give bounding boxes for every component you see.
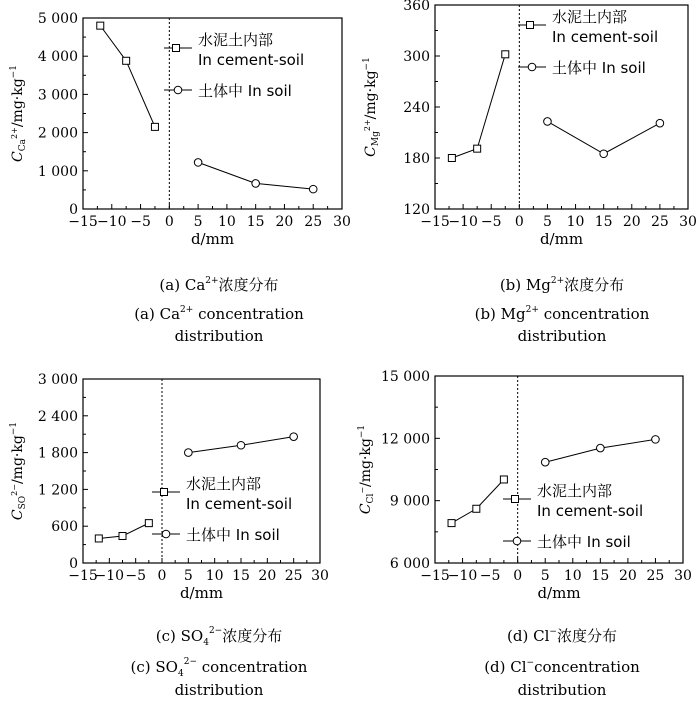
data-point-soil: [597, 444, 605, 452]
x-tick-label: 5: [193, 214, 203, 230]
legend: [503, 482, 643, 551]
y-tick-label: 2 400: [37, 408, 78, 425]
x-axis-label: d/mm: [537, 584, 581, 602]
caption-cn: (b) $Mg^{2+}$浓度分布: [499, 276, 625, 294]
legend-label-cement-cn: 水泥土内部: [186, 475, 262, 493]
x-tick-label: −5: [479, 568, 501, 584]
caption-cn: (a) $Ca^{2+}$浓度分布: [159, 276, 279, 294]
x-axis-label: d/mm: [190, 230, 235, 248]
data-point-cement-soil: [97, 22, 104, 29]
x-tick-label: 30: [679, 214, 697, 230]
data-point-soil: [237, 441, 245, 449]
y-axis-label: $C_{Mg}^{2+}/mg\cdot kg^{-1}$: [362, 57, 381, 157]
data-point-cement-soil: [151, 123, 158, 130]
caption-en: (b) $Mg^{2+}$ concentration: [474, 305, 650, 323]
legend-label-cement-en: In cement-soil: [537, 502, 644, 520]
x-tick-label: −10: [94, 568, 125, 584]
x-tick-label: −10: [97, 214, 127, 230]
x-tick-label: −10: [447, 568, 478, 584]
y-tick-label: 1 200: [37, 482, 78, 499]
chart-panel-2: [362, 0, 697, 345]
data-point-soil: [185, 449, 193, 457]
data-point-soil: [656, 119, 664, 127]
x-tick-label: 25: [650, 214, 669, 230]
data-point-soil: [194, 159, 202, 167]
legend-label-soil: 土体中 In soil: [537, 533, 631, 551]
caption-en: (c) $SO_4^{2-}$ concentration: [130, 657, 308, 679]
data-point-cement-soil: [473, 505, 480, 512]
x-tick-label: −5: [480, 214, 502, 230]
legend-label-soil: 土体中 In soil: [198, 82, 292, 100]
caption-en: (d) Cl−concentration: [484, 658, 640, 676]
y-tick-label: 9 000: [389, 493, 430, 510]
data-point-soil: [600, 150, 608, 158]
caption-cn: (d) Cl−浓度分布: [507, 627, 617, 645]
x-axis-label: d/mm: [539, 230, 584, 248]
legend-marker-circle: [174, 86, 182, 94]
x-tick-label: 0: [513, 568, 523, 584]
caption-en-line2: distribution: [174, 327, 264, 345]
x-tick-label: 15: [246, 214, 265, 230]
y-tick-label: 6 000: [389, 556, 430, 572]
data-point-soil: [541, 458, 549, 466]
y-tick-label: 600: [51, 519, 78, 536]
data-point-soil: [252, 180, 260, 188]
data-point-soil: [290, 433, 298, 441]
y-axis-label: $C_{Ca}^{2+}/mg\cdot kg^{-1}$: [9, 65, 28, 162]
legend-label-cement-en: In cement-soil: [198, 51, 305, 69]
series-line-cement-soil: [452, 479, 504, 523]
data-point-soil: [309, 185, 317, 193]
y-tick-label: 180: [403, 151, 430, 167]
y-tick-label: 12 000: [381, 431, 430, 448]
y-tick-label: 300: [403, 49, 430, 65]
data-point-cement-soil: [500, 476, 507, 483]
caption-en: (a) $Ca^{2+}$ concentration: [134, 305, 304, 323]
data-point-cement-soil: [123, 57, 130, 64]
legend: [164, 31, 304, 100]
y-tick-label: 0: [69, 202, 78, 218]
x-tick-label: 5: [183, 568, 193, 584]
x-tick-label: 0: [514, 214, 524, 230]
legend-marker-circle: [528, 63, 536, 71]
chart-panel-1: [9, 11, 351, 345]
y-tick-label: 2 000: [37, 125, 78, 142]
legend-marker-square: [527, 22, 534, 29]
x-axis-label: d/mm: [179, 584, 224, 602]
caption-cn: (c) $SO_4^{2-}$浓度分布: [155, 626, 283, 648]
data-point-cement-soil: [95, 535, 102, 542]
x-tick-label: 20: [618, 568, 637, 584]
x-tick-label: 0: [164, 214, 174, 230]
x-tick-label: 20: [258, 568, 277, 584]
data-point-cement-soil: [502, 51, 509, 58]
series-line-cement-soil: [100, 26, 155, 127]
legend-marker-square: [161, 489, 168, 496]
data-point-soil: [652, 436, 660, 444]
y-tick-label: 4 000: [37, 49, 78, 66]
y-tick-label: 240: [403, 100, 430, 116]
data-point-cement-soil: [119, 533, 126, 540]
x-tick-label: 5: [540, 568, 550, 584]
x-tick-label: −15: [68, 568, 98, 584]
y-tick-label: 1 800: [37, 445, 78, 462]
x-tick-label: 20: [622, 214, 641, 230]
legend-label-soil: 土体中 In soil: [186, 526, 280, 544]
y-axis-label: $C_{SO}^{2-}/mg\cdot kg^{-1}$: [9, 421, 28, 521]
y-tick-label: 3 000: [37, 372, 78, 388]
legend-marker-square: [512, 496, 519, 503]
chart-panel-4: [357, 369, 692, 699]
y-tick-label: 15 000: [381, 369, 430, 385]
x-tick-label: 20: [275, 214, 294, 230]
legend: [518, 8, 658, 77]
x-tick-label: 25: [646, 568, 665, 584]
caption-en-line2: distribution: [517, 327, 607, 345]
y-tick-label: 3 000: [37, 87, 78, 104]
chart-panel-3: [9, 372, 329, 699]
y-tick-label: 120: [403, 202, 430, 218]
x-tick-label: 10: [217, 214, 236, 230]
legend-label-cement-cn: 水泥土内部: [537, 482, 613, 500]
legend-label-cement-cn: 水泥土内部: [198, 31, 274, 49]
x-tick-label: 0: [157, 568, 167, 584]
legend-marker-square: [173, 45, 180, 52]
x-tick-label: 30: [674, 568, 692, 584]
data-point-soil: [544, 118, 552, 126]
y-tick-label: 0: [69, 556, 78, 572]
x-tick-label: −5: [125, 568, 146, 584]
x-tick-label: 10: [205, 568, 224, 584]
x-tick-label: 25: [284, 568, 303, 584]
x-tick-label: 15: [594, 214, 613, 230]
series-line-soil: [547, 121, 659, 153]
x-tick-label: 15: [591, 568, 610, 584]
data-point-cement-soil: [448, 520, 455, 527]
x-tick-label: 25: [304, 214, 323, 230]
x-tick-label: 10: [566, 214, 585, 230]
legend-marker-circle: [162, 530, 170, 538]
y-tick-label: 5 000: [37, 11, 78, 27]
x-tick-label: 15: [232, 568, 250, 584]
legend-label-cement-en: In cement-soil: [552, 28, 659, 46]
x-tick-label: 10: [563, 568, 582, 584]
x-tick-label: −15: [420, 568, 450, 584]
y-tick-label: 360: [403, 0, 430, 14]
data-point-cement-soil: [448, 155, 455, 162]
legend-marker-circle: [513, 537, 521, 545]
legend-label-cement-en: In cement-soil: [186, 495, 293, 513]
legend-label-soil: 土体中 In soil: [552, 59, 646, 77]
data-point-cement-soil: [145, 520, 152, 527]
x-tick-label: −15: [420, 214, 450, 230]
y-tick-label: 1 000: [37, 163, 78, 180]
caption-en-line2: distribution: [517, 681, 607, 699]
legend: [152, 475, 292, 544]
x-tick-label: −10: [448, 214, 478, 230]
data-point-cement-soil: [474, 145, 481, 152]
x-tick-label: 5: [542, 214, 552, 230]
legend-label-cement-cn: 水泥土内部: [552, 8, 628, 26]
series-line-cement-soil: [452, 54, 505, 158]
y-axis-label: $C_{Cl}^-/mg\cdot kg^{-1}$: [357, 424, 376, 515]
x-tick-label: −15: [68, 214, 98, 230]
x-tick-label: 30: [311, 568, 329, 584]
x-tick-label: −5: [130, 214, 151, 230]
caption-en-line2: distribution: [174, 681, 264, 699]
x-tick-label: 30: [333, 214, 351, 230]
